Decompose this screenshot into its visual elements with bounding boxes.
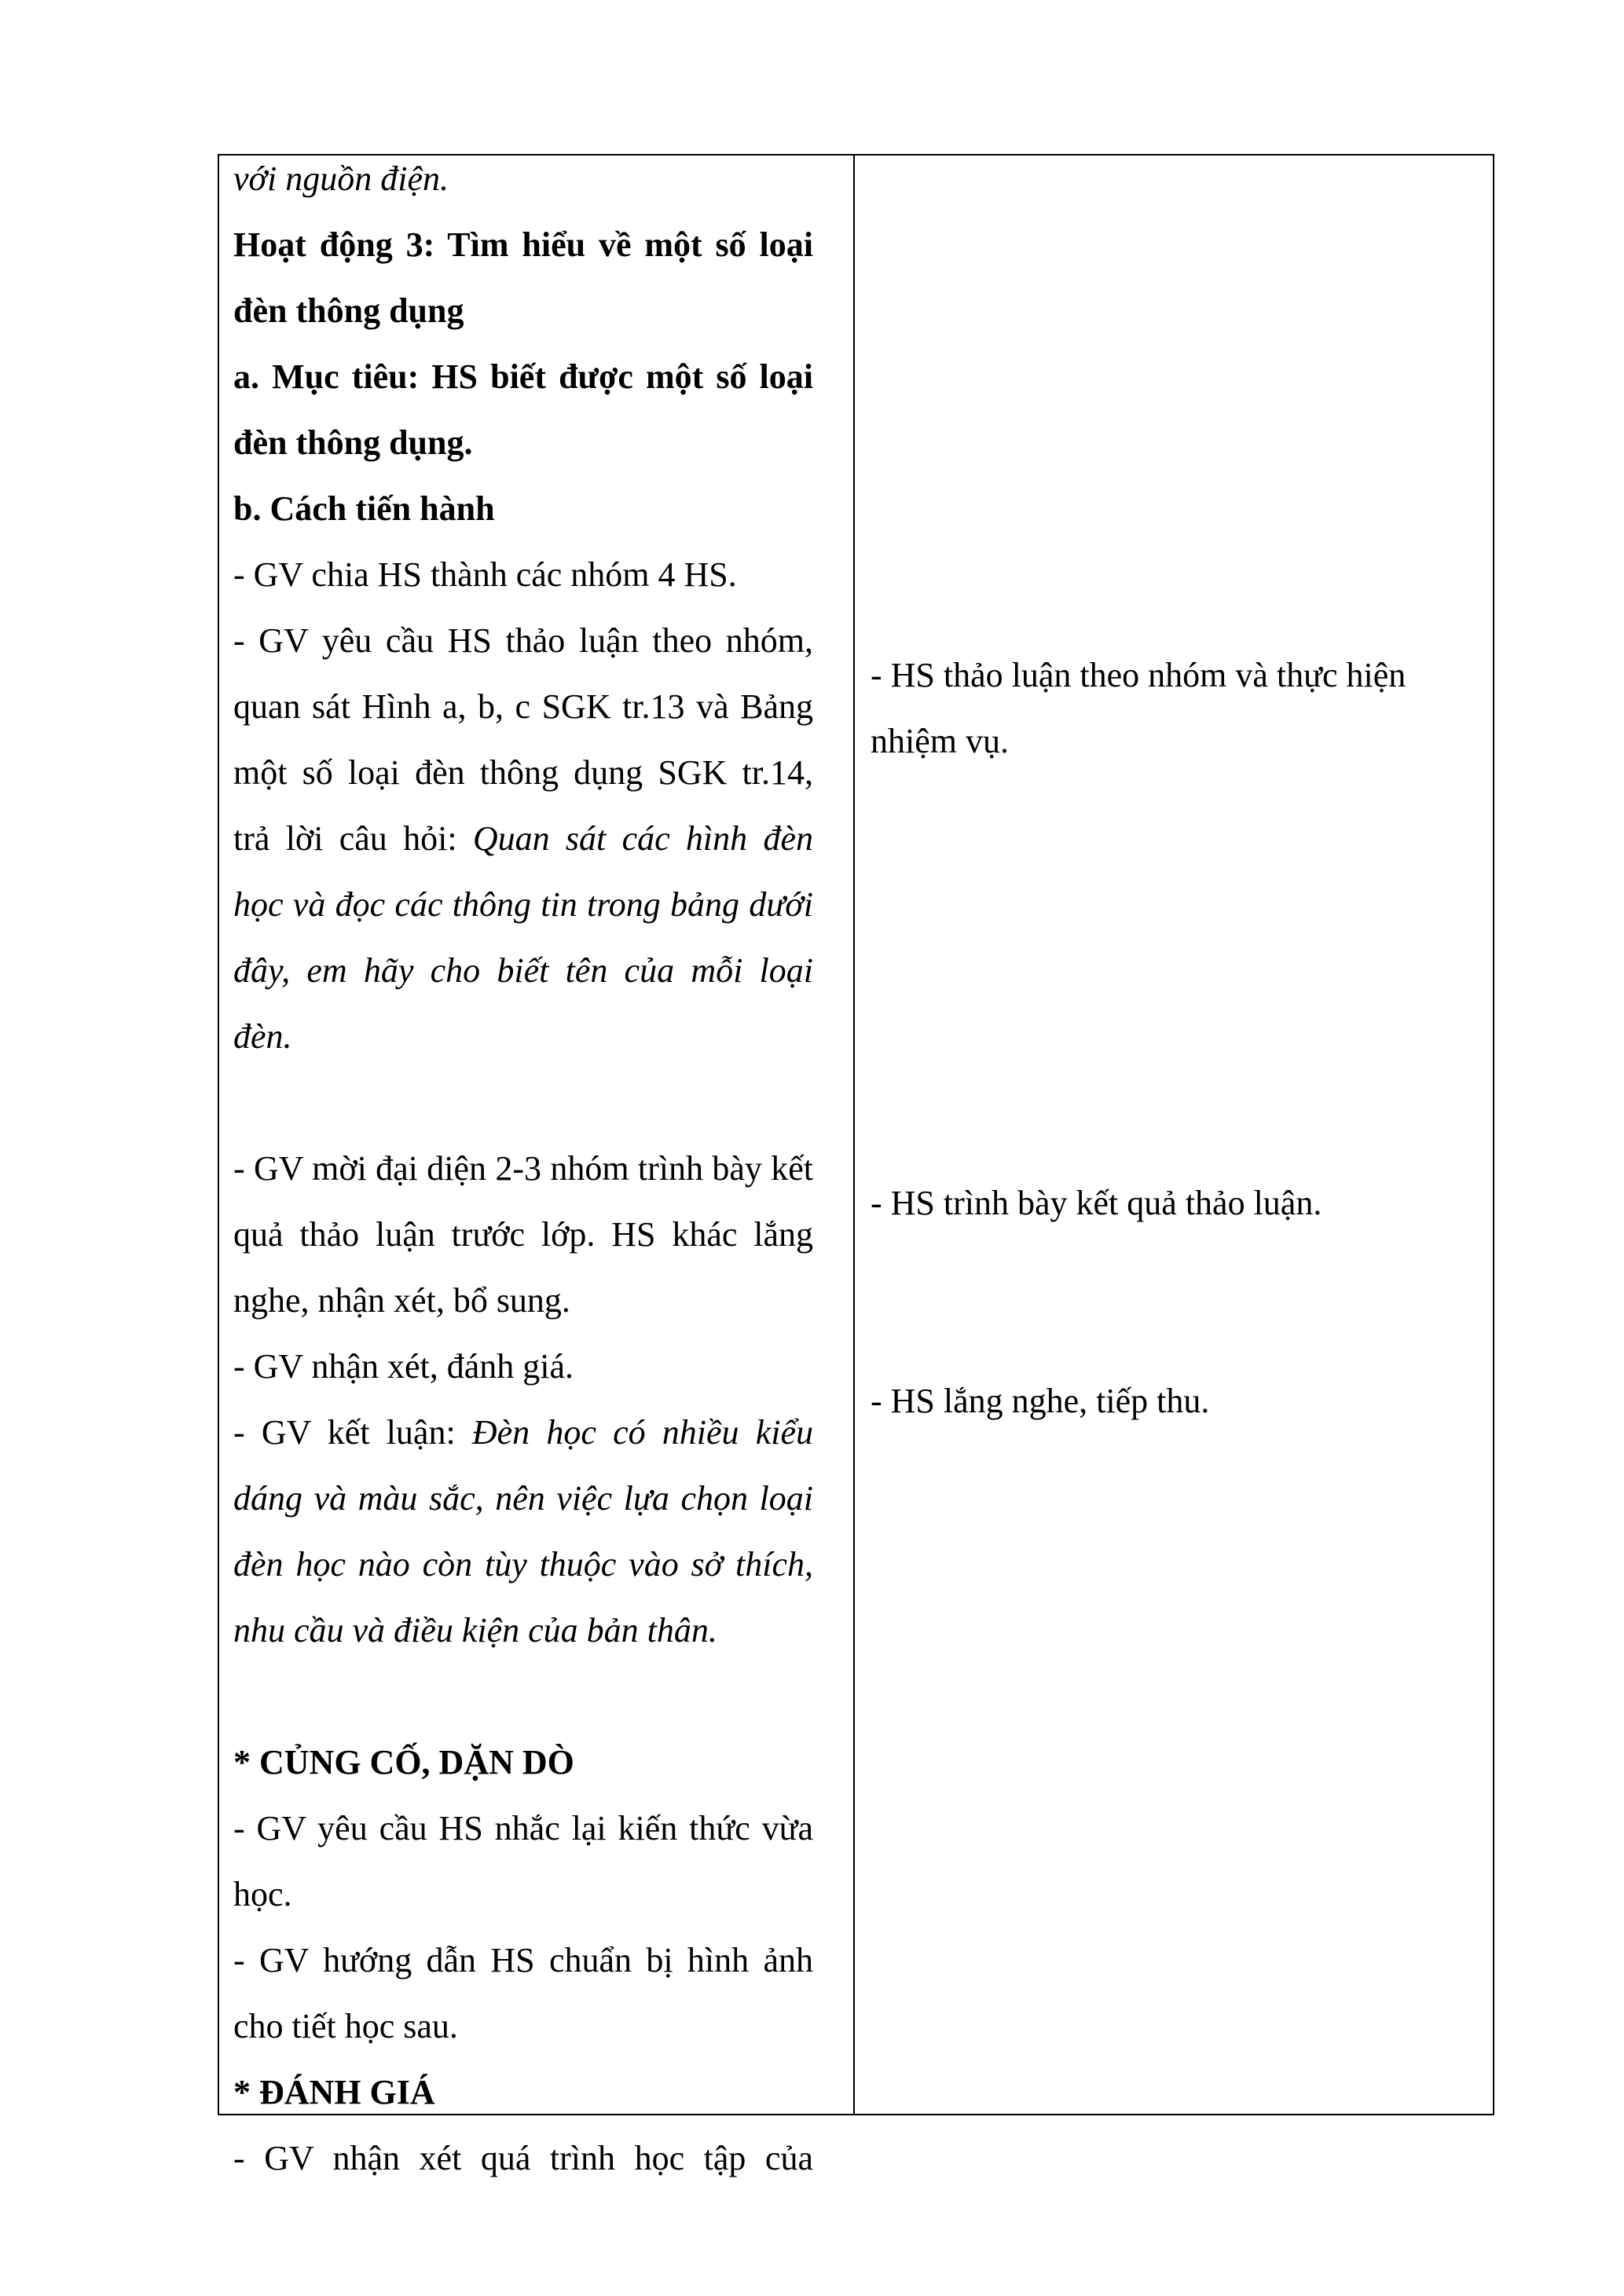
discussion-instruction: [233, 608, 813, 1070]
assessment-heading: * ĐÁNH GIÁ: [233, 2073, 435, 2111]
continued-text: với nguồn điện.: [233, 159, 449, 198]
student-activities-content: [855, 156, 1493, 2114]
preparation-instruction: - GV hướng dẫn HS chuẩn bị hình ảnh cho tiết học sau.: [233, 1941, 813, 2045]
group-instruction: - GV chia HS thành các nhóm 4 HS.: [233, 555, 737, 594]
recall-instruction: - GV yêu cầu HS nhắc lại kiến thức vừa học.: [233, 1809, 813, 1913]
activity-3-heading: Hoạt động 3: Tìm hiểu về một số loại đèn thông dụng: [233, 225, 813, 330]
lesson-table: [218, 154, 1494, 2177]
teacher-activities-cell: [218, 155, 854, 2177]
table-row: [218, 155, 1494, 2115]
consolidation-heading: * CỦNG CỐ, DẶN DÒ: [233, 1743, 574, 1782]
assessment-text: - GV nhận xét quá trình học tập của: [233, 2139, 813, 2177]
conclusion-label: - GV kết luận:: [233, 1413, 472, 1452]
discussion-instruction-text: - GV yêu cầu HS thảo luận theo nhóm, quan sát Hình a, b, c SGK tr.13 và Bảng một số loại đèn thông dụng SGK tr.14, trả lời câu hỏi:: [233, 621, 813, 858]
student-presentation: - HS trình bày kết quả thảo luận.: [871, 1184, 1322, 1222]
conclusion-text: Đèn học có nhiều kiểu dáng và màu sắc, nên việc lựa chọn loại đèn học nào còn tùy thuộc vào sở thích, nhu cầu và điều kiện của bản thân.: [233, 1413, 814, 1650]
teacher-conclusion: [233, 1400, 813, 1664]
procedure-heading: b. Cách tiến hành: [233, 489, 495, 528]
student-listening: - HS lắng nghe, tiếp thu.: [871, 1382, 1210, 1420]
objective-heading: a. Mục tiêu: HS biết được một số loại đèn thông dụng.: [233, 357, 813, 462]
teacher-activities-content: [219, 156, 853, 2177]
student-activities-cell: [854, 155, 1494, 2115]
student-discussion: - HS thảo luận theo nhóm và thực hiện nhiệm vụ.: [871, 656, 1406, 760]
presentation-instruction: - GV mời đại diện 2-3 nhóm trình bày kết quả thảo luận trước lớp. HS khác lắng nghe, nhận xét, bổ sung.: [233, 1149, 813, 1320]
discussion-question: Quan sát các hình đèn học và đọc các thông tin trong bảng dưới đây, em hãy cho biết tên của mỗi loại đèn.: [233, 819, 813, 1056]
teacher-evaluation: - GV nhận xét, đánh giá.: [233, 1347, 574, 1386]
